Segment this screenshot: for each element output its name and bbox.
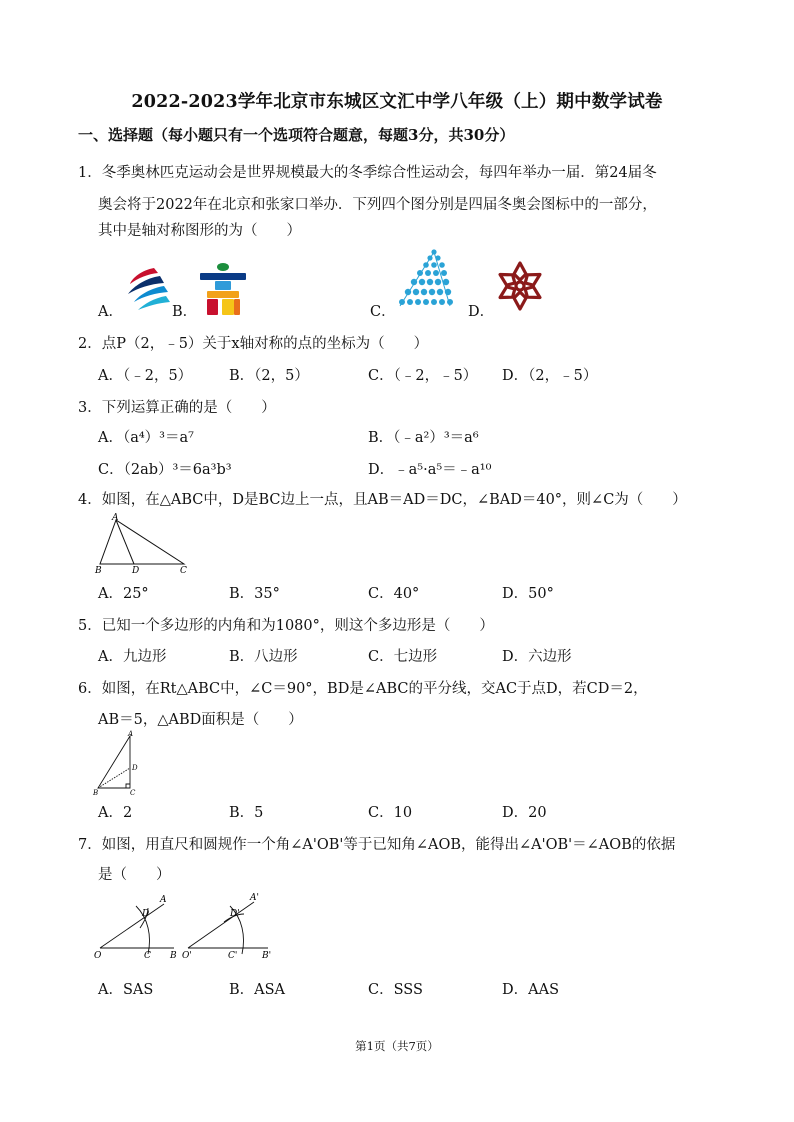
- page-footer: 第1页（共7页）: [355, 1039, 439, 1053]
- page-title: 2022-2023学年北京市东城区文汇中学八年级（上）期中数学试卷: [131, 92, 663, 112]
- q7-label-a-prime: A': [250, 893, 259, 903]
- q2-option-c[interactable]: C．（﹣2，﹣5）: [368, 368, 478, 384]
- q4-label-c: C: [180, 566, 187, 576]
- olympic-emblem-b-image: [198, 262, 248, 316]
- q1-line2: 奥会将于2022年在北京和张家口举办．下列四个图分别是四届冬奥会图标中的一部分，: [98, 197, 657, 213]
- q7-label-c: C: [144, 951, 151, 961]
- q1-option-d[interactable]: D．: [468, 304, 495, 320]
- q7-label-o-prime: O': [182, 951, 192, 961]
- q2-option-d[interactable]: D．（2，﹣5）: [502, 368, 598, 384]
- q3-option-d[interactable]: D．﹣a⁵·a⁵＝﹣a¹⁰: [368, 462, 492, 478]
- q6-label-c: C: [130, 789, 136, 797]
- q7-line1: 7．如图，用直尺和圆规作一个角∠A'OB'等于已知角∠AOB，能得出∠A'OB'＝∠AOB的依据: [78, 837, 676, 853]
- q7-option-b[interactable]: B．ASA: [229, 982, 286, 998]
- q3-option-a[interactable]: A．（a⁴）³＝a⁷: [98, 430, 194, 446]
- q3-option-b[interactable]: B．（﹣a²）³＝a⁶: [368, 430, 479, 446]
- q4-label-d: D: [132, 566, 140, 576]
- q2-stem: 2．点P（2，﹣5）关于x轴对称的点的坐标为（ ）: [78, 336, 429, 352]
- q5-option-b[interactable]: B．八边形: [229, 649, 298, 665]
- q6-line2: AB＝5，△ABD面积是（ ）: [98, 712, 303, 728]
- olympic-emblem-d-image: [494, 260, 546, 312]
- q7-label-a: A: [160, 895, 167, 905]
- q6-label-d: D: [132, 764, 138, 772]
- q5-option-c[interactable]: C．七边形: [368, 649, 438, 665]
- q6-option-c[interactable]: C．10: [368, 805, 413, 821]
- q1-line3: 其中是轴对称图形的为（ ）: [98, 223, 301, 239]
- q6-option-a[interactable]: A．2: [98, 805, 133, 821]
- q5-option-a[interactable]: A．九边形: [98, 649, 167, 665]
- q1-option-a[interactable]: A．: [98, 304, 123, 320]
- q7-label-d-prime: D': [230, 909, 240, 919]
- q4-label-b: B: [95, 566, 102, 576]
- q6-right-triangle-figure: [92, 732, 152, 798]
- q7-label-c-prime: C': [228, 951, 238, 961]
- q7-label-d: D: [142, 909, 150, 919]
- q7-label-b-prime: B': [262, 951, 272, 961]
- q4-triangle-figure: [94, 514, 194, 576]
- q3-stem: 3．下列运算正确的是（ ）: [78, 400, 276, 416]
- q3-option-c[interactable]: C．（2ab）³＝6a³b³: [98, 462, 232, 478]
- olympic-emblem-a-image: [124, 264, 174, 314]
- q7-option-c[interactable]: C．SSS: [368, 982, 423, 998]
- q7-label-o: O: [94, 951, 102, 961]
- q6-line1: 6．如图，在Rt△ABC中，∠C＝90°，BD是∠ABC的平分线，交AC于点D，若CD＝2，: [78, 681, 648, 697]
- q4-stem: 4．如图，在△ABC中，D是BC边上一点，且AB＝AD＝DC，∠BAD＝40°，则∠C为（ ）: [78, 492, 687, 508]
- q2-option-a[interactable]: A．（﹣2，5）: [98, 368, 193, 384]
- q6-label-a: A: [128, 730, 134, 738]
- q6-option-b[interactable]: B．5: [229, 805, 264, 821]
- q7-line2: 是（ ）: [98, 867, 171, 883]
- q1-line1: 1．冬季奥林匹克运动会是世界规模最大的冬季综合性运动会，每四年举办一届．第24届冬: [78, 165, 657, 181]
- q5-option-d[interactable]: D．六边形: [502, 649, 572, 665]
- q5-stem: 5．已知一个多边形的内角和为1080°，则这个多边形是（ ）: [78, 618, 494, 634]
- q4-option-b[interactable]: B．35°: [229, 586, 280, 602]
- q6-option-d[interactable]: D．20: [502, 805, 547, 821]
- q2-option-b[interactable]: B．（2，5）: [229, 368, 309, 384]
- section-heading: 一、选择题（每小题只有一个选项符合题意，每题3分，共30分）: [78, 126, 515, 144]
- q7-option-a[interactable]: A．SAS: [98, 982, 154, 998]
- q1-option-b[interactable]: B．: [172, 304, 198, 320]
- olympic-emblem-c-image: [394, 244, 454, 314]
- q7-compass-construction-figure: [92, 892, 282, 964]
- q4-option-c[interactable]: C．40°: [368, 586, 420, 602]
- q7-option-d[interactable]: D．AAS: [502, 982, 560, 998]
- q4-option-a[interactable]: A．25°: [98, 586, 149, 602]
- q6-label-b: B: [93, 789, 99, 797]
- q7-label-b: B: [170, 951, 177, 961]
- q4-option-d[interactable]: D．50°: [502, 586, 554, 602]
- q4-label-a: A: [112, 513, 119, 523]
- q1-option-c[interactable]: C．: [370, 304, 396, 320]
